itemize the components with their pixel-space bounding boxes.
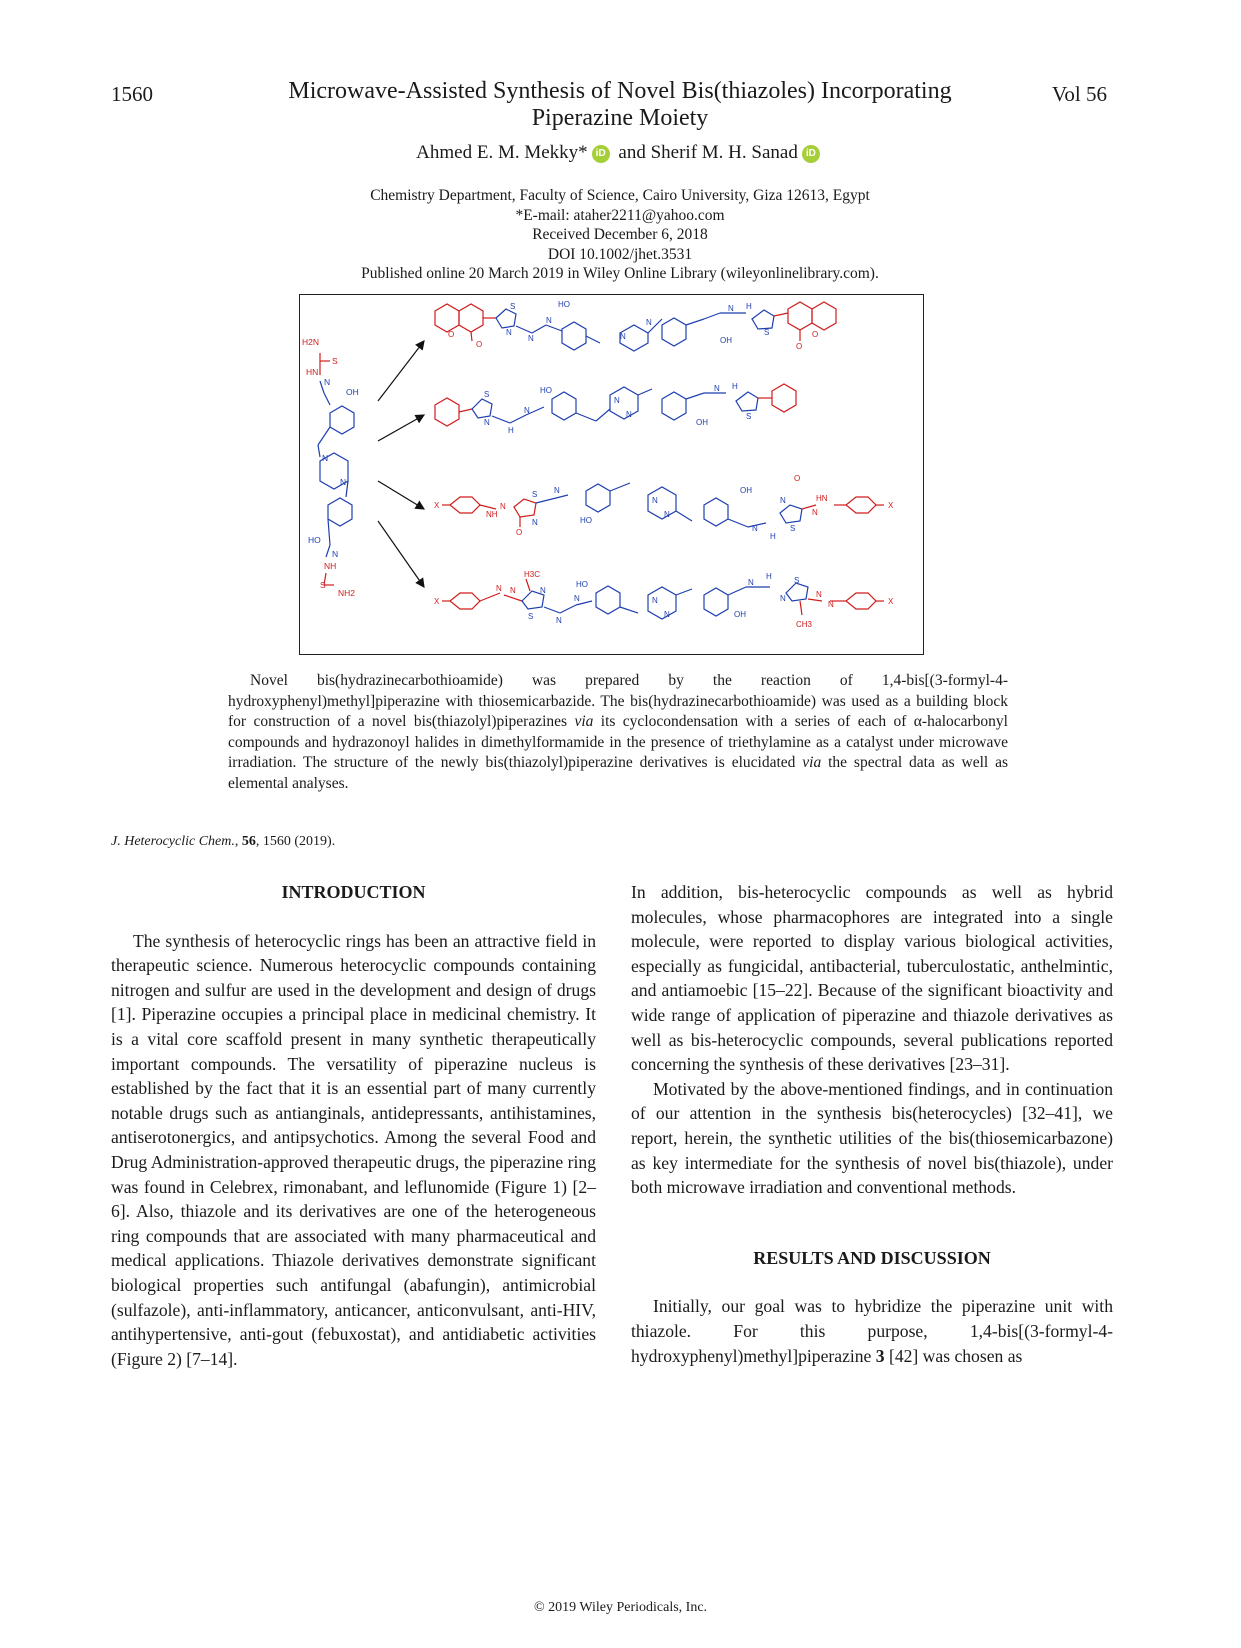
graphical-abstract [299, 294, 924, 655]
svg-text:O: O [476, 340, 483, 349]
svg-text:N: N [780, 594, 786, 603]
reaction-arrow-1 [378, 341, 424, 401]
svg-text:S: S [484, 390, 490, 399]
affiliation-email[interactable]: *E-mail: ataher2211@yahoo.com [515, 206, 725, 224]
svg-text:N: N [340, 477, 347, 487]
doi[interactable]: DOI 10.1002/jhet.3531 [547, 245, 693, 263]
published-online: Published online 20 March 2019 in Wiley Online Library (wileyonlinelibrary.com). [361, 265, 879, 282]
affiliation-block [250, 186, 990, 284]
svg-text:N: N [510, 586, 516, 595]
introduction-heading: INTRODUCTION [281, 882, 426, 902]
introduction-paragraph-1: The synthesis of heterocyclic rings has been an attractive field in therapeutic science. Numerous heterocyclic compounds containing nitrogen and sulfur are used in the development and design of drugs [1]. Piperazine occupies a principal place in medicinal chemistry. It is a vital core scaffold present in many synthetic therapeutically important compounds. The versatility of piperazine nucleus is established by the fact that it is an essential part of many currently notable drugs such as antianginals, antidepressants, antihistamines, antiserotonergics, and antipsychotics. Among the several Food and Drug Administration-approved therapeutic drugs, the piperazine ring was found in Celebrex, rimonabant, and leflunomide (Figure 1) [2–6]. Also, thiazole and its derivatives are one of the heterogeneous ring compounds that are associated with many pharmaceutical and medical applications. Thiazole derivatives demonstrate significant biological properties such antifungal (abafungin), antimicrobial (sulfazole), anti-inflammatory, anticancer, anticonvulsant, anti-HIV, antihypertensive, anti-gout (febuxostat), and antidiabetic activities (Figure 2) [7–14]. [111, 930, 596, 1369]
svg-text:S: S [532, 490, 538, 499]
svg-text:S: S [794, 576, 800, 585]
product-1 [435, 302, 836, 351]
reaction-scheme [300, 295, 923, 654]
svg-text:NH: NH [486, 510, 498, 519]
svg-text:O: O [812, 330, 819, 339]
svg-text:S: S [764, 328, 770, 337]
affiliation-department: Chemistry Department, Faculty of Science, Cairo University, Giza 12613, Egypt [370, 187, 870, 204]
svg-text:N: N [322, 453, 329, 463]
svg-text:N: N [816, 590, 822, 599]
svg-text:HO: HO [576, 580, 588, 589]
svg-text:H: H [770, 532, 776, 541]
svg-text:N: N [664, 510, 670, 519]
article-title: Microwave-Assisted Synthesis of Novel Bis(thiazoles) Incorporating Piperazine Moiety [288, 78, 952, 131]
svg-text:N: N [332, 549, 339, 559]
svg-text:OH: OH [720, 336, 732, 345]
svg-text:N: N [496, 584, 502, 593]
svg-text:X: X [434, 597, 440, 606]
author-1[interactable]: Ahmed E. M. Mekky* [416, 142, 588, 163]
svg-text:H: H [732, 382, 738, 391]
volume-label: Vol 56 [1051, 82, 1107, 106]
page-number: 1560 [111, 82, 153, 106]
svg-text:N: N [506, 328, 512, 337]
svg-text:H2N: H2N [302, 337, 320, 347]
svg-text:N: N [780, 496, 786, 505]
svg-text:N: N [614, 396, 620, 405]
svg-text:CH3: CH3 [796, 620, 813, 629]
svg-text:H: H [746, 302, 752, 311]
journal-citation: J. Heterocyclic Chem., 56, 1560 (2019). [111, 834, 336, 849]
left-column [111, 880, 596, 1371]
svg-text:S: S [746, 412, 752, 421]
author-separator: and [618, 142, 646, 163]
svg-text:N: N [652, 496, 658, 505]
reaction-arrow-3 [378, 481, 424, 509]
svg-text:HO: HO [580, 516, 592, 525]
results-paragraph-1: Initially, our goal was to hybridize the piperazine unit with thiazole. For this purpose, 1,4-bis[(3-formyl-4-hydroxyphenyl)methyl]piperazine 3 [42] was chosen as [631, 1296, 1113, 1366]
svg-text:S: S [528, 612, 534, 621]
reaction-arrow-4 [378, 521, 424, 587]
svg-text:H3C: H3C [524, 570, 541, 579]
product-4 [442, 579, 884, 619]
svg-text:N: N [500, 502, 506, 511]
svg-text:H: H [508, 426, 514, 435]
svg-text:S: S [790, 524, 796, 533]
svg-text:N: N [532, 518, 538, 527]
svg-text:N: N [714, 384, 720, 393]
svg-text:OH: OH [696, 418, 708, 427]
svg-text:HO: HO [558, 300, 570, 309]
copyright-footer: © 2019 Wiley Periodicals, Inc. [533, 1600, 708, 1615]
svg-text:HO: HO [308, 535, 321, 545]
svg-text:N: N [752, 524, 758, 533]
svg-text:O: O [516, 528, 523, 537]
svg-text:NH2: NH2 [338, 588, 356, 598]
svg-text:N: N [540, 586, 546, 595]
abstract: Novel bis(hydrazinecarbothioamide) was prepared by the reaction of 1,4-bis[(3-formyl-4-hydroxyphenyl)methyl]piperazine with thiosemicarbazide. The bis(hydrazinecarbothioamide) was used as a building block for construction of a novel bis(thiazolyl)piperazines via its cyclocondensation with a series of each of α-halocarbonyl compounds and hydrazonoyl halides in dimethylformamide in the presence of triethylamine as a catalyst under microwave irradiation. The structure of the newly bis(thiazolyl)piperazine derivatives is elucidated via the spectral data as well as elemental analyses. [228, 672, 1008, 792]
svg-text:OH: OH [734, 610, 746, 619]
svg-text:N: N [556, 616, 562, 625]
svg-text:HO: HO [540, 386, 552, 395]
svg-text:N: N [524, 406, 530, 415]
svg-text:N: N [812, 508, 818, 517]
svg-text:N: N [484, 418, 490, 427]
results-heading: RESULTS AND DISCUSSION [753, 1247, 991, 1268]
svg-text:H: H [766, 572, 772, 581]
introduction-paragraph-3: Motivated by the above-mentioned findings, and in continuation of our attention in the synthesis bis(heterocycles) [32–41], we report, herein, the synthetic utilities of the bis(thiosemicarbazone) as key intermediate for the synthesis of novel bis(thiazole), under both microwave irradiation and conventional methods. [631, 1078, 1113, 1198]
svg-text:N: N [554, 486, 560, 495]
right-column [631, 880, 1113, 1368]
svg-text:HN: HN [816, 494, 828, 503]
svg-text:X: X [888, 597, 894, 606]
svg-text:S: S [332, 356, 338, 366]
svg-text:S: S [320, 580, 326, 590]
svg-text:N: N [728, 304, 734, 313]
product-3 [442, 483, 884, 527]
svg-text:OH: OH [740, 486, 752, 495]
svg-text:O: O [448, 330, 455, 339]
svg-text:N: N [828, 600, 834, 609]
orcid-icon[interactable]: iD [802, 145, 820, 163]
svg-text:NH: NH [324, 561, 337, 571]
svg-text:X: X [888, 501, 894, 510]
introduction-paragraph-2: In addition, bis-heterocyclic compounds as well as hybrid molecules, whose pharmacophores are integrated into a single molecule, were reported to display various biological activities, especially as fungicidal, antibacterial, tuberculostatic, anthelmintic, and antiamoebic [15–22]. Because of the significant bioactivity and wide range of application of piperazine and thiazole derivatives as well as bis-heterocyclic compounds, several publications reported concerning the synthesis of these derivatives [23–31]. [631, 882, 1113, 1075]
svg-text:O: O [794, 474, 801, 483]
svg-text:N: N [324, 377, 331, 387]
svg-text:X: X [434, 501, 440, 510]
svg-text:OH: OH [346, 387, 359, 397]
received-date: Received December 6, 2018 [532, 226, 708, 243]
author-2[interactable]: Sherif M. H. Sanad [650, 142, 798, 163]
svg-text:N: N [528, 334, 534, 343]
svg-text:N: N [748, 578, 754, 587]
orcid-icon[interactable]: iD [592, 145, 610, 163]
svg-text:N: N [546, 316, 552, 325]
reaction-arrow-2 [378, 415, 424, 441]
svg-text:N: N [664, 610, 670, 619]
svg-text:N: N [652, 596, 658, 605]
svg-text:N: N [626, 410, 632, 419]
svg-text:N: N [574, 594, 580, 603]
author-line [250, 142, 990, 164]
svg-text:O: O [796, 342, 803, 351]
svg-text:HN: HN [306, 367, 319, 377]
svg-text:N: N [646, 318, 652, 327]
svg-text:S: S [510, 302, 516, 311]
svg-text:N: N [620, 332, 626, 341]
